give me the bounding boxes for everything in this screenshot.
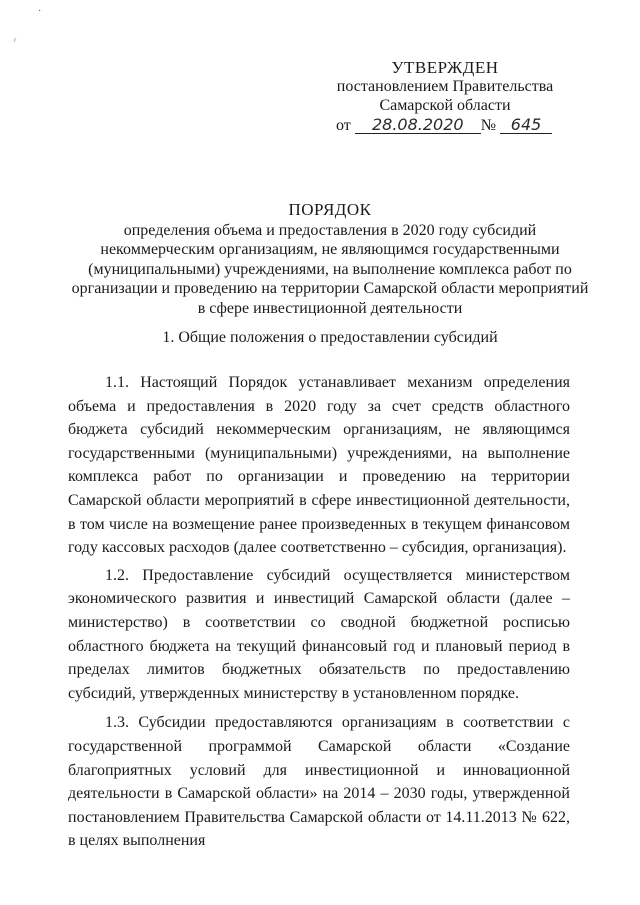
scan-speck: ·	[38, 6, 42, 17]
document-title: ПОРЯДОК	[288, 200, 372, 219]
subtitle-line: определения объема и предоставления в 2020 году субсидий	[123, 221, 537, 239]
paragraph-1-3: 1.3. Субсидии предоставляются организациям в соответствии с государственной программой Самарской области «Создание благоприятных условий для инвестиционной и инновационной деятельности в Самарской области» на 2014 – 2030 годы, утвержденной постановлением Правительства Самарской области от 14.11.2013 № 622, в целях выполнения	[68, 714, 570, 850]
handwritten-number: 645	[500, 116, 552, 134]
approval-from-label: от	[336, 117, 351, 134]
subtitle-line: в сфере инвестиционной деятельности	[197, 299, 463, 317]
handwritten-date: 28.08.2020	[355, 116, 481, 134]
paragraph-1-1: 1.1. Настоящий Порядок устанавливает механизм определения объема и предоставления в 2020 году за счет средств областного бюджета субсидий некоммерческим организациям, не являющимся государственными (муниципальными) учреждениями, на выполнение комплекса работ по организации и проведению на территории Самарской области мероприятий в сфере инвестиционной деятельности, в том числе на возмещение ранее произведенных в текущем финансовом году кассовых расходов (далее соответственно – субсидия, организация).	[68, 374, 570, 557]
subtitle-line: некоммерческим организациям, не являющимся государственными	[100, 241, 560, 258]
section-heading: 1. Общие положения о предоставлении субсидий	[162, 329, 498, 346]
subtitle-line: организации и проведению на территории Самарской области мероприятий	[71, 280, 589, 297]
subtitle-line: (муниципальными) учреждениями, на выполнение комплекса работ по	[88, 260, 572, 278]
approval-stamp-block	[330, 58, 560, 135]
approval-line-2: Самарской области	[379, 97, 511, 114]
approval-heading: УТВЕРЖДЕН	[391, 58, 499, 77]
approval-line-1: постановлением Правительства	[336, 78, 554, 95]
approval-number-label: №	[480, 117, 497, 134]
document-title-block	[60, 200, 600, 318]
scan-speck: ʳ	[14, 36, 17, 47]
document-body	[68, 371, 570, 853]
paragraph-1-2: 1.2. Предоставление субсидий осуществляется министерством экономического развития и инвестиций Самарской области (далее – министерство) в соответствии со сводной бюджетной росписью областного бюджета на текущий финансовый год и плановый период в пределах лимитов бюджетных обязательств по предоставлению субсидий, утвержденных министерству в установленном порядке.	[68, 566, 570, 702]
approval-date-line	[330, 116, 560, 135]
